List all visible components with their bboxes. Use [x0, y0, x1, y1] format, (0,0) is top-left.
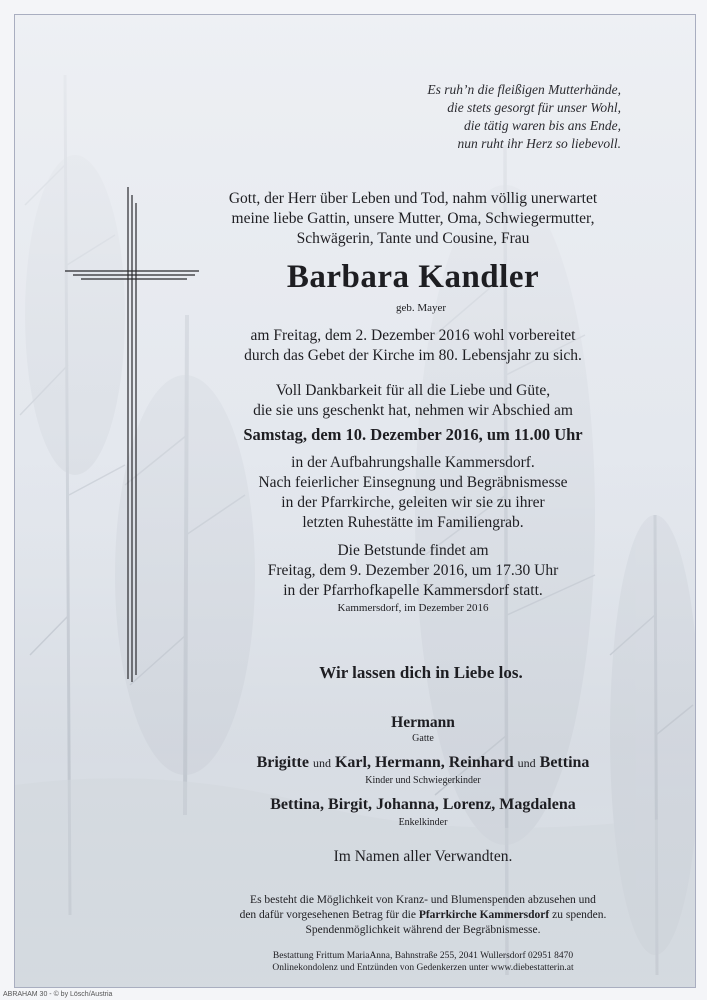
- prayer-line: in der Pfarrhofkapelle Kammersdorf statt.: [283, 582, 543, 599]
- death-notice: [73, 326, 696, 366]
- husband-name: Hermann: [391, 714, 455, 731]
- intro-text: [73, 189, 696, 249]
- undertaker-info: [83, 950, 696, 974]
- farewell-line: Voll Dankbarkeit für all die Liebe und Güte,: [275, 382, 551, 399]
- child-name: Bettina: [539, 754, 590, 771]
- funeral-date: Samstag, dem 10. Dezember 2016, um 11.00 Uhr: [243, 425, 583, 444]
- relatives-line: Im Namen aller Verwandten.: [333, 848, 513, 865]
- grandchildren-names: Bettina, Birgit, Johanna, Lorenz, Magdalena: [270, 796, 576, 813]
- undertaker-line: Onlinekondolenz und Entzünden von Gedenkerzen unter www.diebestatterin.at: [272, 963, 574, 973]
- place-date: Kammersdorf, im Dezember 2016: [337, 602, 489, 614]
- grandchildren-role: Enkelkinder: [398, 817, 448, 828]
- intro-line: meine liebe Gattin, unsere Mutter, Oma, Schwiegermutter,: [231, 210, 595, 227]
- ceremony-line: Nach feierlicher Einsegnung und Begräbnismesse: [258, 474, 568, 491]
- prayer-line: Die Betstunde findet am: [337, 542, 489, 559]
- deceased-name: Barbara Kandler: [286, 259, 540, 295]
- donation-note: [83, 893, 696, 938]
- ceremony-line: in der Pfarrkirche, geleiten wir sie zu ihrer: [281, 494, 545, 511]
- farewell-line: die sie uns geschenkt hat, nehmen wir Abschied am: [253, 402, 573, 419]
- motto-verse: [427, 81, 621, 153]
- motto-line: die stets gesorgt für unser Wohl,: [447, 100, 621, 115]
- motto-line: nun ruht ihr Herz so liebevoll.: [457, 136, 621, 151]
- motto-line: die tätig waren bis ans Ende,: [464, 118, 621, 133]
- motto-line: Es ruh’n die fleißigen Mutterhände,: [427, 82, 621, 97]
- children-names: [83, 754, 696, 772]
- donation-line: Es besteht die Möglichkeit von Kranz- und Blumenspenden abzusehen und: [250, 894, 596, 906]
- ceremony-text: [73, 453, 696, 533]
- children-role: Kinder und Schwiegerkinder: [365, 775, 481, 786]
- donation-line: [83, 908, 696, 923]
- death-line: durch das Gebet der Kirche im 80. Lebensjahr zu sich.: [244, 347, 582, 364]
- donation-line: Spendenmöglichkeit während der Begräbnismesse.: [305, 924, 541, 936]
- birth-name: geb. Mayer: [395, 302, 447, 314]
- prayer-text: [73, 541, 696, 601]
- donation-text: den dafür vorgesehenen Betrag für die: [239, 909, 419, 921]
- child-name: Brigitte: [256, 754, 309, 771]
- donation-recipient: Pfarrkirche Kammersdorf: [418, 909, 550, 921]
- ceremony-line: in der Aufbahrungshalle Kammersdorf.: [291, 454, 535, 471]
- conjunction: und: [517, 756, 536, 770]
- child-name: Karl, Hermann, Reinhard: [334, 754, 514, 771]
- copyright-credit: ABRAHAM 30 - © by Lösch/Austria: [3, 991, 113, 998]
- conjunction: und: [312, 756, 331, 770]
- parte-card: [14, 14, 696, 988]
- farewell-text: [73, 381, 696, 421]
- ceremony-line: letzten Ruhestätte im Familiengrab.: [302, 514, 524, 531]
- husband-role: Gatte: [412, 733, 434, 744]
- closing-line: Wir lassen dich in Liebe los.: [319, 663, 523, 682]
- prayer-line: Freitag, dem 9. Dezember 2016, um 17.30 Uhr: [267, 562, 559, 579]
- undertaker-line: Bestattung Frittum MariaAnna, Bahnstraße 255, 2041 Wullersdorf 02951 8470: [272, 951, 574, 961]
- intro-line: Schwägerin, Tante und Cousine, Frau: [296, 230, 530, 247]
- intro-line: Gott, der Herr über Leben und Tod, nahm völlig unerwartet: [228, 190, 598, 207]
- death-line: am Freitag, dem 2. Dezember 2016 wohl vorbereitet: [250, 327, 576, 344]
- donation-text: zu spenden.: [549, 909, 607, 921]
